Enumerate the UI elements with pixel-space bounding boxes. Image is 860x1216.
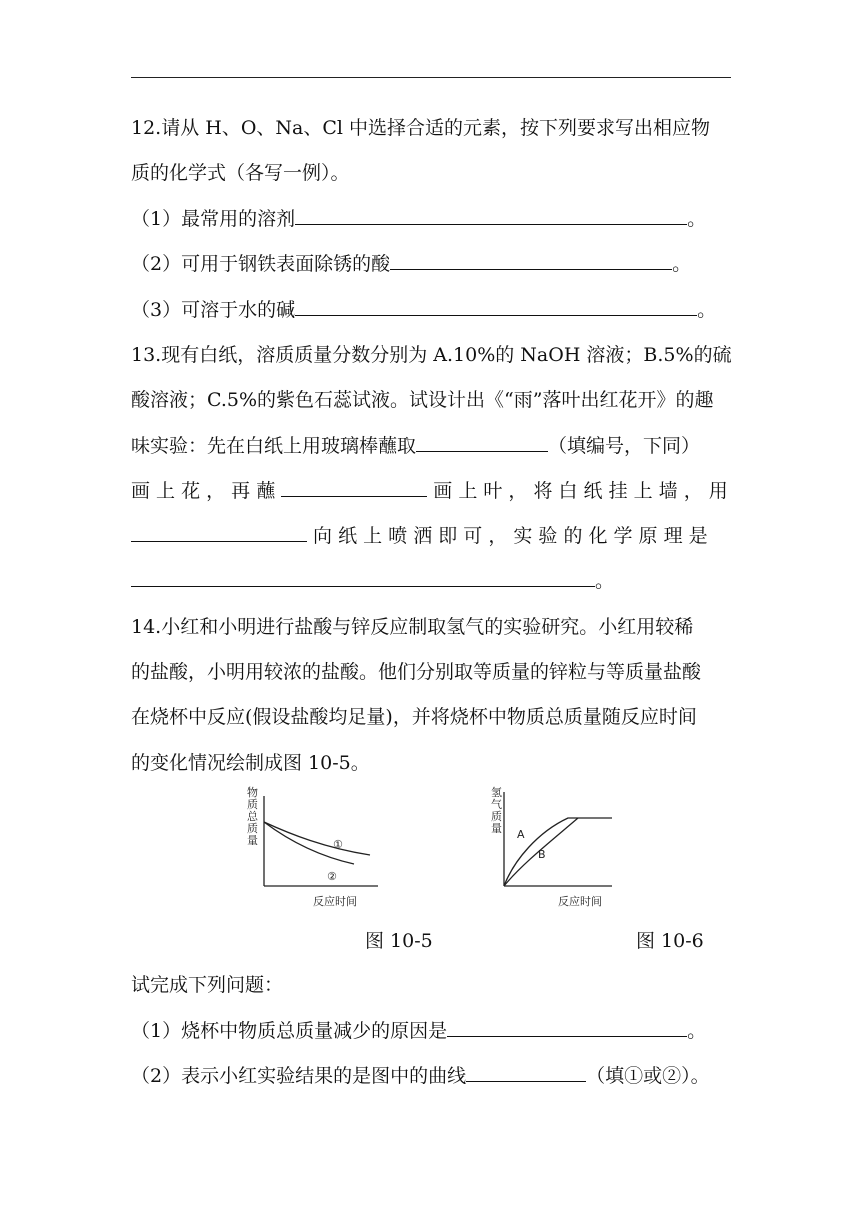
fig1-curve-2-label: ② bbox=[327, 870, 337, 883]
q13-blank4[interactable] bbox=[131, 567, 595, 587]
q13-line1: 13.现有白纸，溶质质量分数分别为 A.10%的 NaOH 溶液；B.5%的硫 bbox=[131, 344, 732, 366]
q13-line6 bbox=[131, 567, 731, 595]
q13-blank1[interactable] bbox=[416, 432, 548, 452]
q14-line3: 在烧杯中反应(假设盐酸均足量)，并将烧杯中物质总质量随反应时间 bbox=[131, 706, 697, 728]
q12-part2-blank[interactable] bbox=[390, 250, 672, 270]
q13-line4-tail: 画 上 叶 ， 将 白 纸 挂 上 墙 ， 用 bbox=[433, 480, 728, 502]
fig2-curve-b-label: B bbox=[538, 848, 546, 861]
q13-line4-text: 画 上 花 ， 再 蘸 bbox=[131, 480, 276, 502]
fig2-x-label: 反应时间 bbox=[558, 895, 602, 908]
q12-part2-label: （2）可用于钢铁表面除锈的酸 bbox=[131, 253, 391, 275]
q13-line3-tail: （填编号，下同） bbox=[548, 435, 701, 457]
q12-part3 bbox=[131, 296, 731, 324]
figure-10-6 bbox=[486, 780, 616, 910]
q12-part1-label: （1）最常用的溶剂 bbox=[131, 208, 296, 230]
fig1-curve-1-label: ① bbox=[333, 838, 343, 851]
q14-part1-label: （1）烧杯中物质总质量减少的原因是 bbox=[131, 1020, 448, 1042]
q13-line6-end: 。 bbox=[595, 570, 615, 592]
q14-part2-blank[interactable] bbox=[466, 1062, 586, 1082]
q12-part2 bbox=[131, 250, 731, 278]
q12-part2-end: 。 bbox=[672, 253, 692, 275]
figure-10-5 bbox=[240, 780, 380, 910]
fig2-curve-a-label: A bbox=[517, 828, 525, 841]
fig1-caption: 图 10-5 bbox=[365, 930, 433, 952]
q12-line2: 质的化学式（各写一例）。 bbox=[131, 162, 350, 184]
q12-part3-blank[interactable] bbox=[295, 296, 697, 316]
fig2-caption: 图 10-6 bbox=[636, 930, 704, 952]
fig1-y-label-c3: 总 bbox=[247, 810, 258, 823]
q14-line4: 的变化情况绘制成图 10-5。 bbox=[131, 752, 370, 774]
q14-part1-blank[interactable] bbox=[447, 1017, 687, 1037]
fig1-y-label-c2: 质 bbox=[247, 798, 258, 811]
q12-line1: 12.请从 H、O、Na、Cl 中选择合适的元素，按下列要求写出相应物 bbox=[131, 117, 711, 139]
q13-line2: 酸溶液；C.5%的紫色石蕊试液。试设计出《“雨”落叶出红花开》的趣 bbox=[131, 389, 714, 411]
q12-part3-end: 。 bbox=[697, 299, 717, 321]
fig2-y-label bbox=[491, 785, 502, 835]
q12-part1-end: 。 bbox=[687, 208, 707, 230]
q13-line5-tail: 向 纸 上 喷 洒 即 可 ， 实 验 的 化 学 原 理 是 bbox=[313, 525, 708, 547]
q14-part2-end: （填①或②）。 bbox=[586, 1065, 710, 1087]
q12-part1-blank[interactable] bbox=[295, 205, 687, 225]
fig1-y-label-c5: 量 bbox=[247, 834, 258, 847]
q13-blank2[interactable] bbox=[281, 477, 427, 497]
q14-part2-label: （2）表示小红实验结果的是图中的曲线 bbox=[131, 1065, 467, 1087]
q13-line4 bbox=[131, 477, 731, 505]
fig1-y-label bbox=[247, 785, 259, 847]
q14-part1 bbox=[131, 1017, 731, 1045]
fig2-y-label-c2: 气 bbox=[491, 798, 502, 811]
q13-line3-text: 味实验：先在白纸上用玻璃棒蘸取 bbox=[131, 435, 417, 457]
q12-part3-label: （3）可溶于水的碱 bbox=[131, 299, 296, 321]
fig1-y-label-c4: 质 bbox=[247, 822, 258, 835]
header-rule bbox=[131, 77, 731, 78]
q14-part2 bbox=[131, 1062, 731, 1090]
fig2-y-label-c4: 量 bbox=[491, 822, 502, 835]
fig1-y-label-c1: 物 bbox=[247, 786, 258, 799]
fig2-y-label-c1: 氢 bbox=[491, 786, 502, 799]
q12-part1 bbox=[131, 205, 731, 233]
fig1-x-label: 反应时间 bbox=[313, 895, 357, 908]
q14-intro: 试完成下列问题： bbox=[131, 974, 284, 996]
fig2-y-label-c3: 质 bbox=[491, 810, 502, 823]
fig1-curve-1 bbox=[264, 822, 370, 855]
q13-line5 bbox=[131, 522, 731, 550]
q14-line2: 的盐酸，小明用较浓的盐酸。他们分别取等质量的锌粒与等质量盐酸 bbox=[131, 661, 702, 683]
q13-line3 bbox=[131, 432, 731, 460]
q14-part1-end: 。 bbox=[687, 1020, 707, 1042]
q14-line1: 14.小红和小明进行盐酸与锌反应制取氢气的实验研究。小红用较稀 bbox=[131, 616, 694, 638]
q13-blank3[interactable] bbox=[131, 522, 307, 542]
